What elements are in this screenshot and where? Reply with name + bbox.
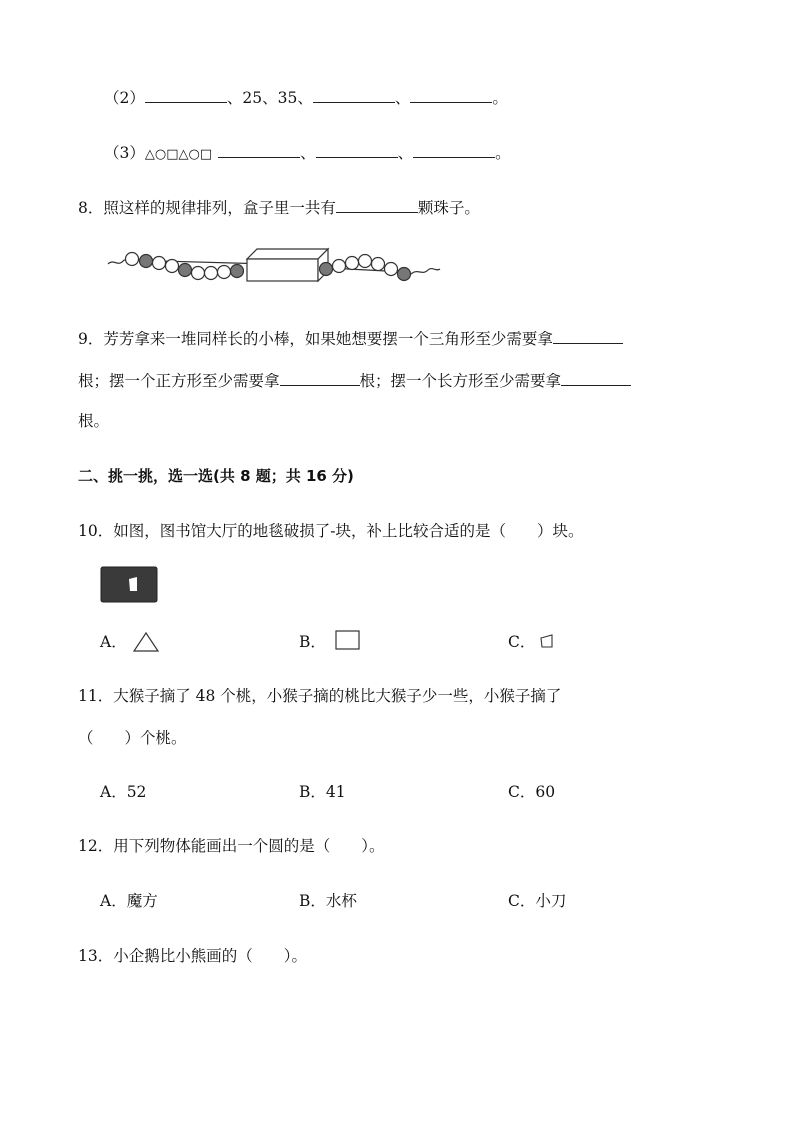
q8-text-before: 照这样的规律排列，盒子里一共有: [103, 199, 336, 217]
q12-option-c[interactable]: C．小刀: [508, 892, 567, 910]
answer-blank[interactable]: [410, 88, 492, 103]
q7-item3: [104, 143, 511, 165]
answer-blank[interactable]: [553, 329, 623, 344]
q10-option-c[interactable]: [508, 632, 535, 652]
q12-option-a[interactable]: A．魔方: [100, 892, 158, 910]
q7-item3-prefix: （3）: [104, 144, 145, 162]
rectangle-icon: [334, 629, 362, 651]
q10-option-a[interactable]: [100, 632, 127, 652]
answer-blank[interactable]: [316, 143, 398, 158]
q9-line2-text-b: 根；摆一个长方形至少需要拿: [359, 372, 562, 390]
q10-option-b[interactable]: [299, 632, 326, 652]
q11-option-c[interactable]: C．60: [508, 783, 556, 801]
q7-item3-end: 。: [495, 144, 511, 162]
q11-line2: [78, 728, 187, 748]
q7-item2-end: 。: [492, 89, 508, 107]
q13-question: [78, 946, 307, 966]
q11-line1-text: 大猴子摘了 48 个桃，小猴子摘的桃比大猴子少一些，小猴子摘了: [113, 687, 562, 705]
q7-item3-sep1: 、: [300, 144, 316, 162]
answer-blank[interactable]: [313, 88, 395, 103]
q9-line1: [78, 329, 623, 349]
q9-line2-text-a: 根；摆一个正方形至少需要拿: [78, 372, 280, 390]
q11-option-a[interactable]: A．52: [100, 783, 147, 801]
q12-text: 用下列物体能画出一个圆的是（ ）。: [113, 837, 385, 855]
bead-row-right: [320, 255, 411, 281]
q9-line1-text: 芳芳拿来一堆同样长的小棒，如果她想要摆一个三角形至少需要拿: [103, 330, 553, 348]
answer-blank[interactable]: [218, 143, 300, 158]
q7-item2-prefix: （2）: [104, 89, 145, 107]
q9-line3-text: 根。: [78, 412, 110, 430]
answer-blank[interactable]: [280, 371, 360, 386]
beads-box-figure: [106, 242, 446, 292]
question-number: 8．: [78, 199, 104, 217]
q7-item2-sep1: 、25、35、: [226, 89, 313, 107]
q12-option-b[interactable]: B．水杯: [299, 892, 357, 910]
question-number: 12．: [78, 837, 114, 855]
q11-line2-text: （ ）个桃。: [78, 729, 187, 747]
question-number: 9．: [78, 330, 104, 348]
q9-line2: [78, 371, 631, 391]
bead-row-left: [126, 253, 244, 280]
question-number: 11．: [78, 687, 114, 705]
answer-blank[interactable]: [336, 198, 418, 213]
damaged-carpet-figure: [101, 567, 159, 603]
option-label: B．: [299, 633, 326, 651]
quadrilateral-icon: [539, 633, 557, 651]
option-label: A．: [100, 633, 127, 651]
answer-blank[interactable]: [413, 143, 495, 158]
q12-question: [78, 836, 385, 856]
q11-line1: [78, 686, 561, 706]
q10-question: [78, 521, 583, 541]
answer-blank[interactable]: [145, 88, 227, 103]
section-heading: 二、挑一挑，选一选(共 8 题；共 16 分): [78, 467, 354, 485]
q13-text: 小企鹅比小熊画的（ ）。: [113, 947, 307, 965]
q11-option-b[interactable]: B．41: [299, 783, 346, 801]
question-number: 13．: [78, 947, 114, 965]
q7-item2: [104, 88, 508, 108]
option-label: C．: [508, 633, 536, 651]
q10-text: 如图，图书馆大厅的地毯破损了-块，补上比较合适的是（ ）块。: [113, 522, 584, 540]
q7-item3-sep2: 、: [397, 144, 414, 162]
triangle-icon: [132, 631, 160, 653]
answer-blank[interactable]: [561, 371, 631, 386]
question-number: 10．: [78, 522, 114, 540]
shape-sequence: △○□△○□: [144, 147, 213, 162]
q9-line3: [78, 411, 109, 431]
q8-question: [78, 198, 480, 218]
q8-text-after: 颗珠子。: [417, 199, 480, 217]
q7-item2-sep2: 、: [394, 89, 411, 107]
box: [247, 249, 328, 281]
